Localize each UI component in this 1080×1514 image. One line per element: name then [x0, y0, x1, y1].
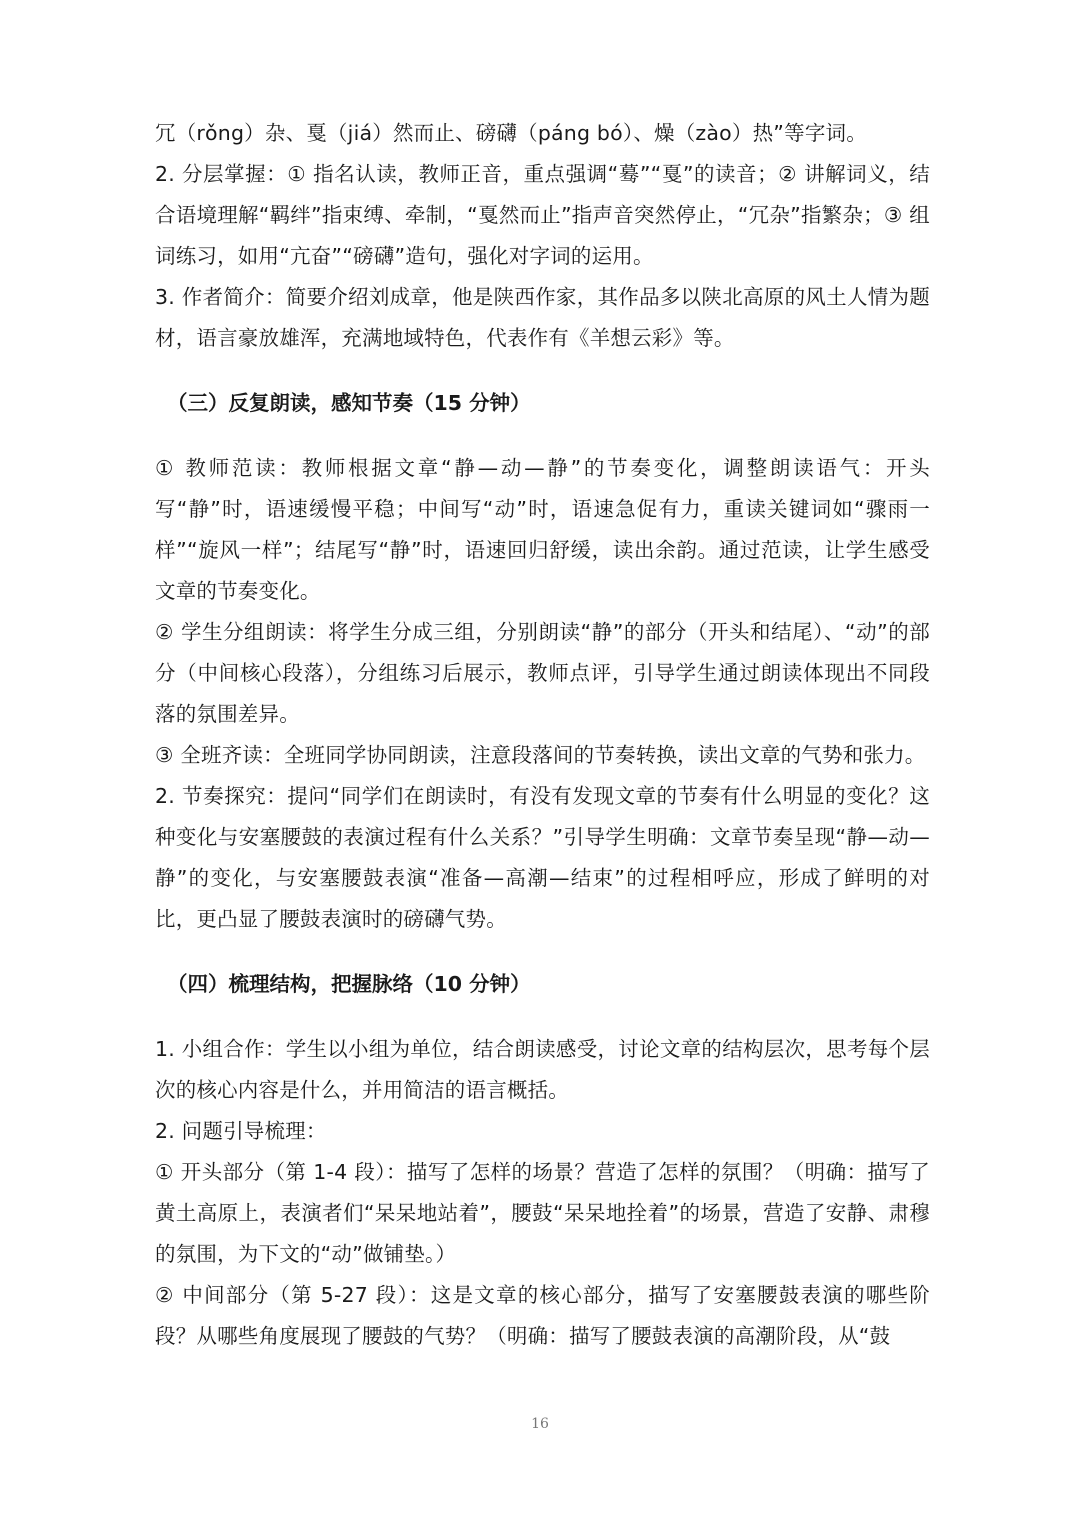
paragraph-author-intro: 3. 作者简介：简要介绍刘成章，他是陕西作家，其作品多以陕北高原的风土人情为题材，语言豪放雄浑，充满地域特色，代表作有《羊想云彩》等。 [155, 285, 930, 350]
paragraph-layered-mastery: 2. 分层掌握：① 指名认读，教师正音，重点强调“蓦”“戛”的读音；② 讲解词义，结合语境理解“羁绊”指束缚、牵制，“戛然而止”指声音突然停止，“冗杂”指繁杂；③ 组词练习，如用“亢奋”“磅礴”造句，强化对字词的运用。 [155, 162, 930, 268]
section-heading-structure: （四）梳理结构，把握脉络（10 分钟） [167, 972, 531, 996]
page-number: 16 [531, 1416, 549, 1432]
paragraph-rhythm-inquiry: 2. 节奏探究：提问“同学们在朗读时，有没有发现文章的节奏有什么明显的变化？这种变化与安塞腰鼓的表演过程有什么关系？”引导学生明确：文章节奏呈现“静—动—静”的变化，与安塞腰鼓表演“准备—高潮—结束”的过程相呼应，形成了鲜明的对比，更凸显了腰鼓表演时的磅礴气势。 [155, 784, 930, 931]
paragraph-opening-part: ① 开头部分（第 1-4 段）：描写了怎样的场景？营造了怎样的氛围？（明确：描写了黄土高原上，表演者们“呆呆地站着”，腰鼓“呆呆地拴着”的场景，营造了安静、肃穆的氛围，为下文的“动”做铺垫。） [155, 1160, 930, 1266]
paragraph-vocab-pinyin: 冗（rǒng）杂、戛（jiá）然而止、磅礴（páng bó）、燥（zào）热”等字词。 [155, 121, 867, 145]
paragraph-middle-part: ② 中间部分（第 5-27 段）：这是文章的核心部分，描写了安塞腰鼓表演的哪些阶段？从哪些角度展现了腰鼓的气势？（明确：描写了腰鼓表演的高潮阶段，从“鼓 [155, 1283, 930, 1348]
paragraph-class-reading: ③ 全班齐读：全班同学协同朗读，注意段落间的节奏转换，读出文章的气势和张力。 [155, 743, 926, 767]
section-heading-reading-rhythm: （三）反复朗读，感知节奏（15 分钟） [167, 391, 531, 415]
page-content [155, 113, 930, 1357]
paragraph-group-cooperation: 1. 小组合作：学生以小组为单位，结合朗读感受，讨论文章的结构层次，思考每个层次的核心内容是什么，并用简洁的语言概括。 [155, 1037, 930, 1102]
paragraph-group-reading: ② 学生分组朗读：将学生分成三组，分别朗读“静”的部分（开头和结尾）、“动”的部分（中间核心段落），分组练习后展示，教师点评，引导学生通过朗读体现出不同段落的氛围差异。 [155, 620, 930, 726]
paragraph-teacher-model-reading: ① 教师范读：教师根据文章“静—动—静”的节奏变化，调整朗读语气：开头写“静”时，语速缓慢平稳；中间写“动”时，语速急促有力，重读关键词如“骤雨一样”“旋风一样”；结尾写“静”时，语速回归舒缓，读出余韵。通过范读，让学生感受文章的节奏变化。 [155, 456, 930, 603]
paragraph-question-guide: 2. 问题引导梳理： [155, 1119, 327, 1143]
